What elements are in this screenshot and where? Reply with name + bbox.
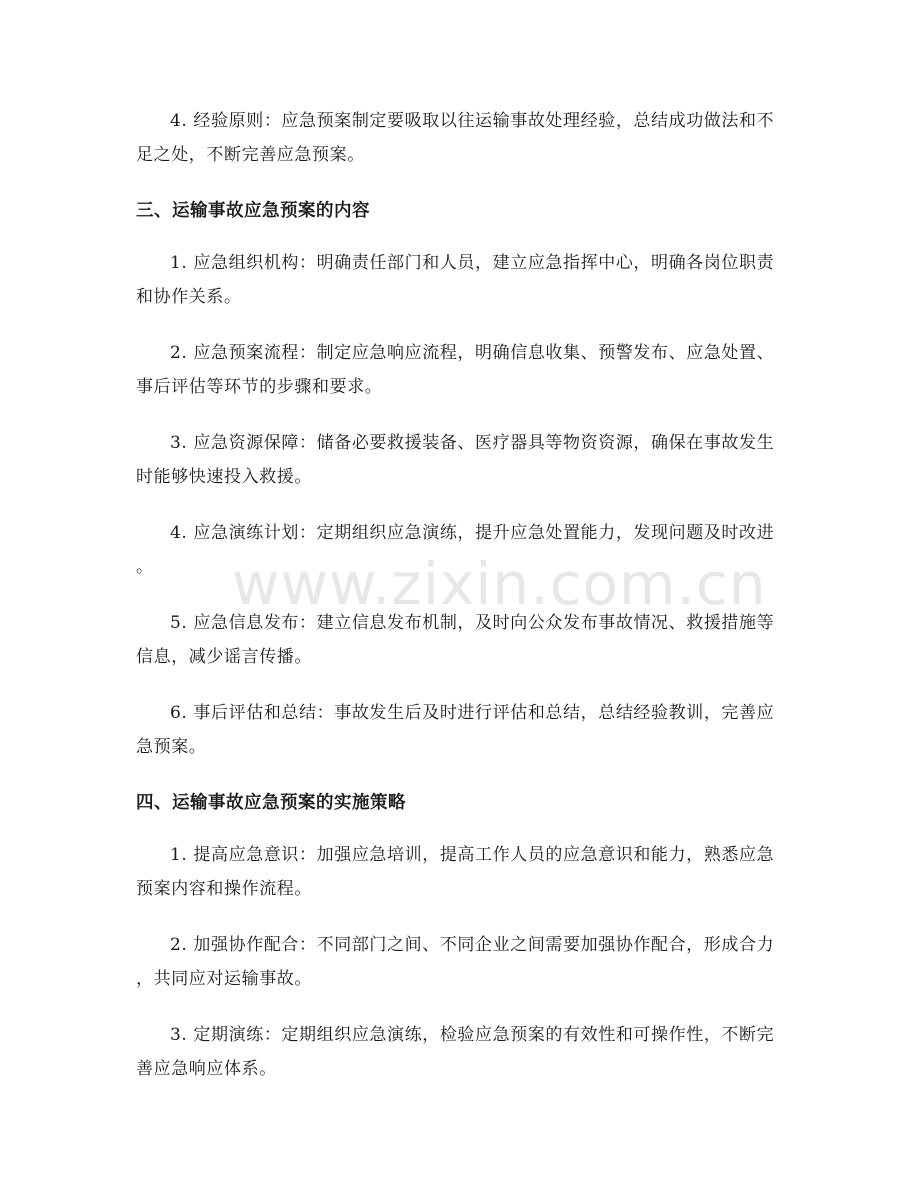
paragraph: [136, 838, 786, 906]
paragraph-line: 1. 提高应急意识：加强应急培训，提高工作人员的应急意识和能力，熟悉应急: [170, 845, 775, 865]
paragraph: [136, 928, 786, 996]
paragraph: [136, 606, 786, 674]
section-heading: 四、运输事故应急预案的实施策略: [136, 793, 406, 813]
paragraph-line: 事后评估等环节的步骤和要求。: [136, 377, 383, 397]
paragraph-line: 1. 应急组织机构：明确责任部门和人员，建立应急指挥中心，明确各岗位职责: [170, 253, 775, 273]
paragraph: [136, 336, 786, 404]
paragraph-line: 和协作关系。: [136, 287, 242, 307]
paragraph-line: 5. 应急信息发布：建立信息发布机制，及时向公众发布事故情况、救援措施等: [170, 613, 775, 633]
paragraph: [136, 104, 786, 172]
section-heading: 三、运输事故应急预案的内容: [136, 201, 370, 221]
paragraph: [136, 426, 786, 494]
paragraph-line: 4. 经验原则：应急预案制定要吸取以往运输事故处理经验，总结成功做法和不: [170, 111, 775, 131]
paragraph-line: 3. 定期演练：定期组织应急演练，检验应急预案的有效性和可操作性，不断完: [170, 1025, 775, 1045]
paragraph-line: 时能够快速投入救援。: [136, 467, 312, 487]
paragraph-line: 善应急响应体系。: [136, 1059, 277, 1079]
paragraph: [136, 1018, 786, 1086]
paragraph-line: 3. 应急资源保障：储备必要救援装备、医疗器具等物资资源，确保在事故发生: [170, 433, 775, 453]
paragraph-line: 急预案。: [136, 737, 207, 757]
paragraph-line: 信息，减少谣言传播。: [136, 647, 312, 667]
watermark: www.zixin.com.cn: [232, 550, 767, 618]
paragraph-line: 预案内容和操作流程。: [136, 879, 312, 899]
document-body: [136, 104, 786, 1086]
paragraph-line: 4. 应急演练计划：定期组织应急演练，提升应急处置能力，发现问题及时改进: [170, 523, 775, 543]
paragraph-line: 2. 加强协作配合：不同部门之间、不同企业之间需要加强协作配合，形成合力: [170, 935, 775, 955]
paragraph-line: 。: [136, 557, 154, 577]
paragraph: [136, 696, 786, 764]
paragraph: [136, 516, 786, 584]
paragraph-line: 6. 事后评估和总结：事故发生后及时进行评估和总结，总结经验教训，完善应: [170, 703, 775, 723]
paragraph-line: 2. 应急预案流程：制定应急响应流程，明确信息收集、预警发布、应急处置、: [170, 343, 775, 363]
paragraph-line: 足之处，不断完善应急预案。: [136, 145, 365, 165]
paragraph: [136, 246, 786, 314]
paragraph-line: ，共同应对运输事故。: [136, 969, 312, 989]
